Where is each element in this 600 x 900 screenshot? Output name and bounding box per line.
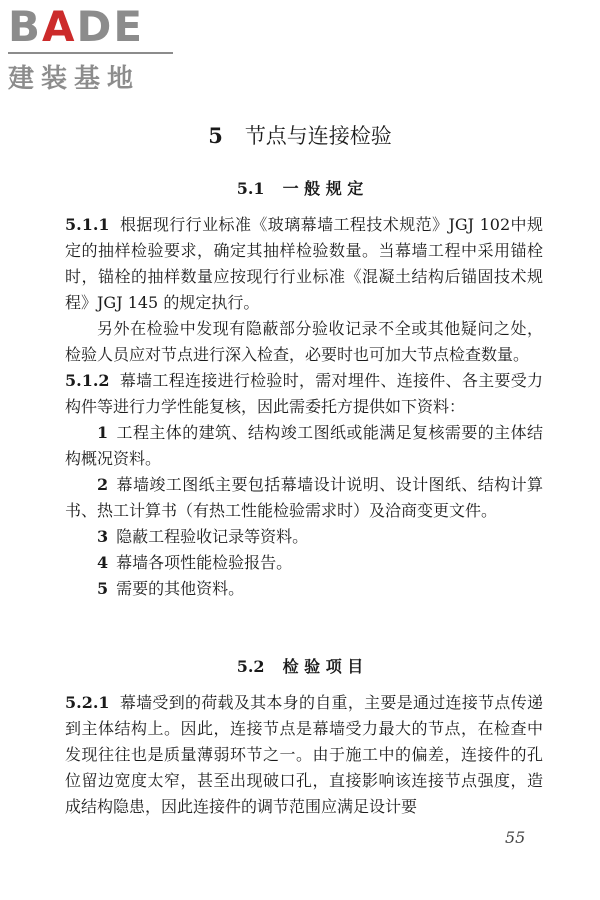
list-item: 1 工程主体的建筑、结构竣工图纸或能满足复核需要的主体结构概况资料。	[65, 423, 543, 468]
list-item: 3 隐蔽工程验收记录等资料。	[97, 527, 309, 546]
clause-number: 5.1.2	[65, 371, 110, 390]
clause-5-1-2	[65, 368, 543, 420]
logo-divider	[8, 52, 173, 54]
clause-number: 5.1.1	[65, 215, 110, 234]
section-body-5-2	[65, 690, 543, 820]
chapter-title-text: 节点与连接检验	[244, 124, 392, 148]
clause-5-2-1	[65, 690, 543, 820]
chapter-number: 5	[208, 123, 223, 148]
logo-wordmark: BADE	[8, 2, 145, 51]
section-heading-5-1	[0, 176, 600, 199]
section-number: 5.2	[236, 657, 265, 676]
clause-5-1-1-paragraph-2: 另外在检验中发现有隐蔽部分验收记录不全或其他疑问之处，检验人员应对节点进行深入检查，必要时也可加大节点检查数量。	[65, 319, 543, 364]
section-title: 检 验 项 目	[282, 657, 364, 676]
list-item: 5 需要的其他资料。	[97, 579, 245, 598]
section-number: 5.1	[236, 179, 265, 198]
clause-number: 5.2.1	[65, 693, 110, 712]
publisher-logo	[8, 4, 178, 95]
section-title: 一 般 规 定	[282, 179, 364, 198]
clause-text: 幕墙工程连接进行检验时，需对埋件、连接件、各主要受力构件等进行力学性能复核，因此需委托方提供如下资料：	[65, 371, 543, 416]
page-number: 55	[505, 828, 526, 847]
logo-subtitle: 建装基地	[8, 64, 141, 94]
list-item: 2 幕墙竣工图纸主要包括幕墙设计说明、设计图纸、结构计算书、热工计算书（有热工性能检验需求时）及洽商变更文件。	[65, 475, 543, 520]
clause-5-1-1	[65, 212, 543, 316]
section-body-5-1	[65, 212, 543, 602]
section-heading-5-2	[0, 654, 600, 677]
clause-text: 根据现行行业标准《玻璃幕墙工程技术规范》JGJ 102中规定的抽样检验要求，确定其抽样检验数量。当幕墙工程中采用锚栓时，锚栓的抽样数量应按现行行业标准《混凝土结构后锚固技术规程》JGJ 145 的规定执行。	[65, 215, 543, 312]
clause-text: 幕墙受到的荷载及其本身的自重，主要是通过连接节点传递到主体结构上。因此，连接节点是幕墙受力最大的节点，在检查中发现往往也是质量薄弱环节之一。由于施工中的偏差，连接件的孔位留边宽度太窄，甚至出现破口孔，直接影响该连接节点强度，造成结构隐患，因此连接件的调节范围应满足设计要	[65, 693, 543, 816]
chapter-title	[0, 120, 600, 150]
list-item: 4 幕墙各项性能检验报告。	[97, 553, 293, 572]
